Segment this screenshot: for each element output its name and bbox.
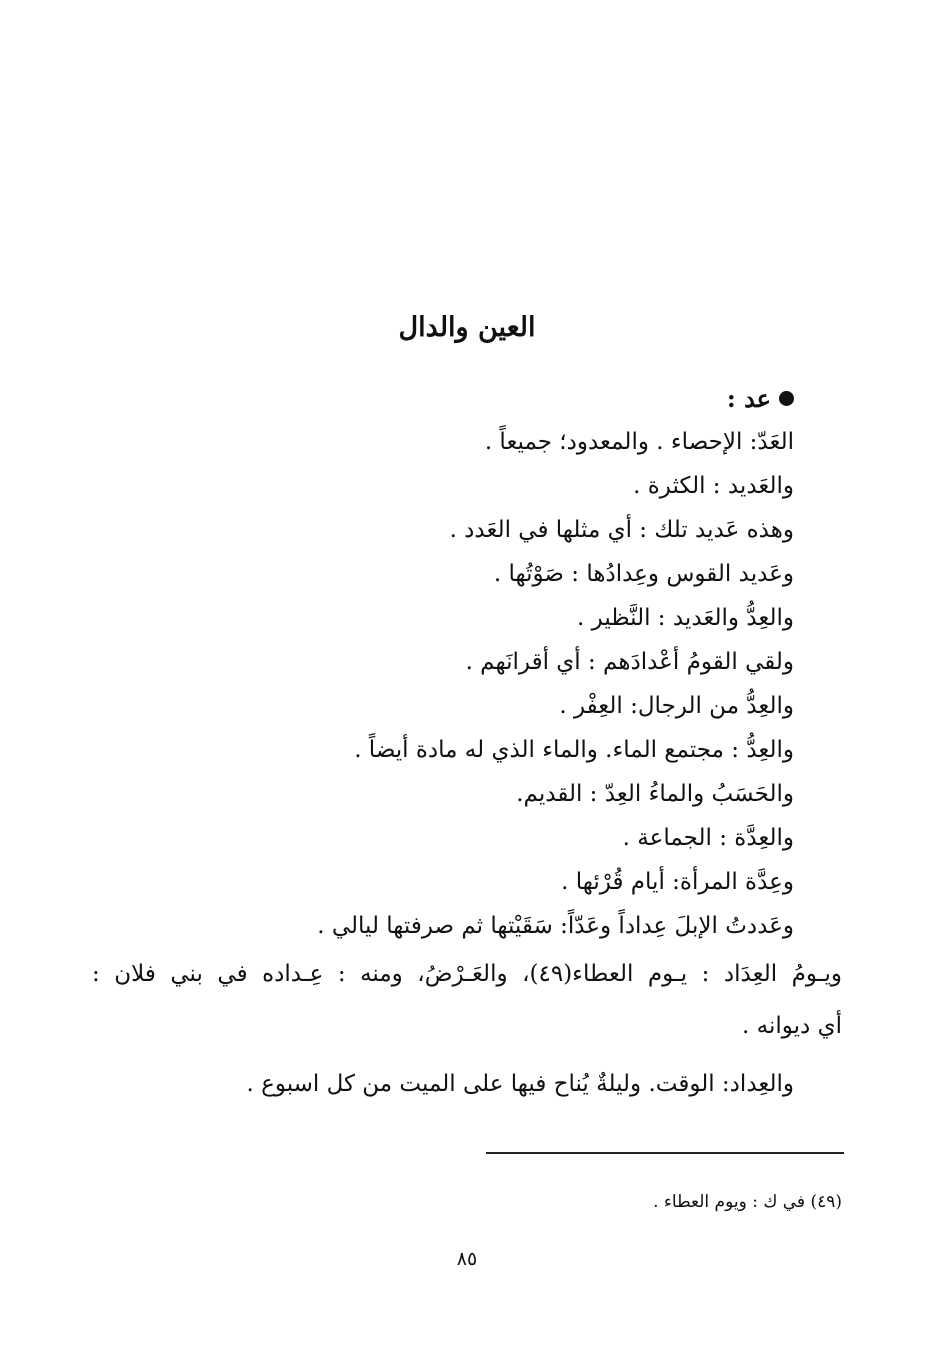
definition-line: والعَديد : الكثرة . <box>633 473 794 499</box>
definition-line: والحَسَبُ والماءُ العِدّ : القديم. <box>516 781 794 807</box>
page-number: ٨٥ <box>456 1248 478 1270</box>
entry-heading <box>727 384 794 413</box>
definition-line: والعِدَّة : الجماعة . <box>622 825 794 851</box>
entry-definitions <box>94 420 794 948</box>
definition-line: وعَددتُ الإبلَ عِداداً وعَدّاً: سَقَيْتها ثم صرفتها ليالي . <box>317 913 794 939</box>
definition-line: والعِدُّ : مجتمع الماء. والماء الذي له مادة أيضاً . <box>354 737 794 763</box>
definition-line: وهذه عَديد تلك : أي مثلها في العَدد . <box>449 517 794 543</box>
footnote: (٤٩) في ك : ويوم العطاء . <box>653 1192 842 1212</box>
footnote-divider <box>486 1152 844 1154</box>
chapter-title: العين والدال <box>398 312 536 343</box>
definition-line: ولقي القومُ أعْدادَهم : أي أقرانَهم . <box>465 649 794 675</box>
entry-root: عد : <box>726 384 771 413</box>
definition-line: وعَديد القوس وعِدادُها : صَوْتُها . <box>493 561 794 587</box>
definition-line-al-idad: والعِداد: الوقت. وليلةٌ يُناح فيها على الميت من كل اسبوع . <box>246 1071 794 1097</box>
definition-line: العَدّ: الإحصاء . والمعدود؛ جميعاً . <box>484 429 794 455</box>
definition-line-continuation: أي ديوانه . <box>742 1013 842 1039</box>
definition-line-yawm-al-idad: ويـومُ العِدَاد : يـوم العطاء(٤٩)، والعَـرْضُ، ومنه : عِـداده في بني فلان : <box>92 961 842 987</box>
bullet-icon <box>779 391 794 406</box>
definition-line: والعِدُّ من الرجال: العِفْر . <box>559 693 794 719</box>
definition-line: وعِدَّة المرأة: أيام قُرْئها . <box>561 869 794 895</box>
definition-line: والعِدُّ والعَديد : النَّظير . <box>577 605 794 631</box>
